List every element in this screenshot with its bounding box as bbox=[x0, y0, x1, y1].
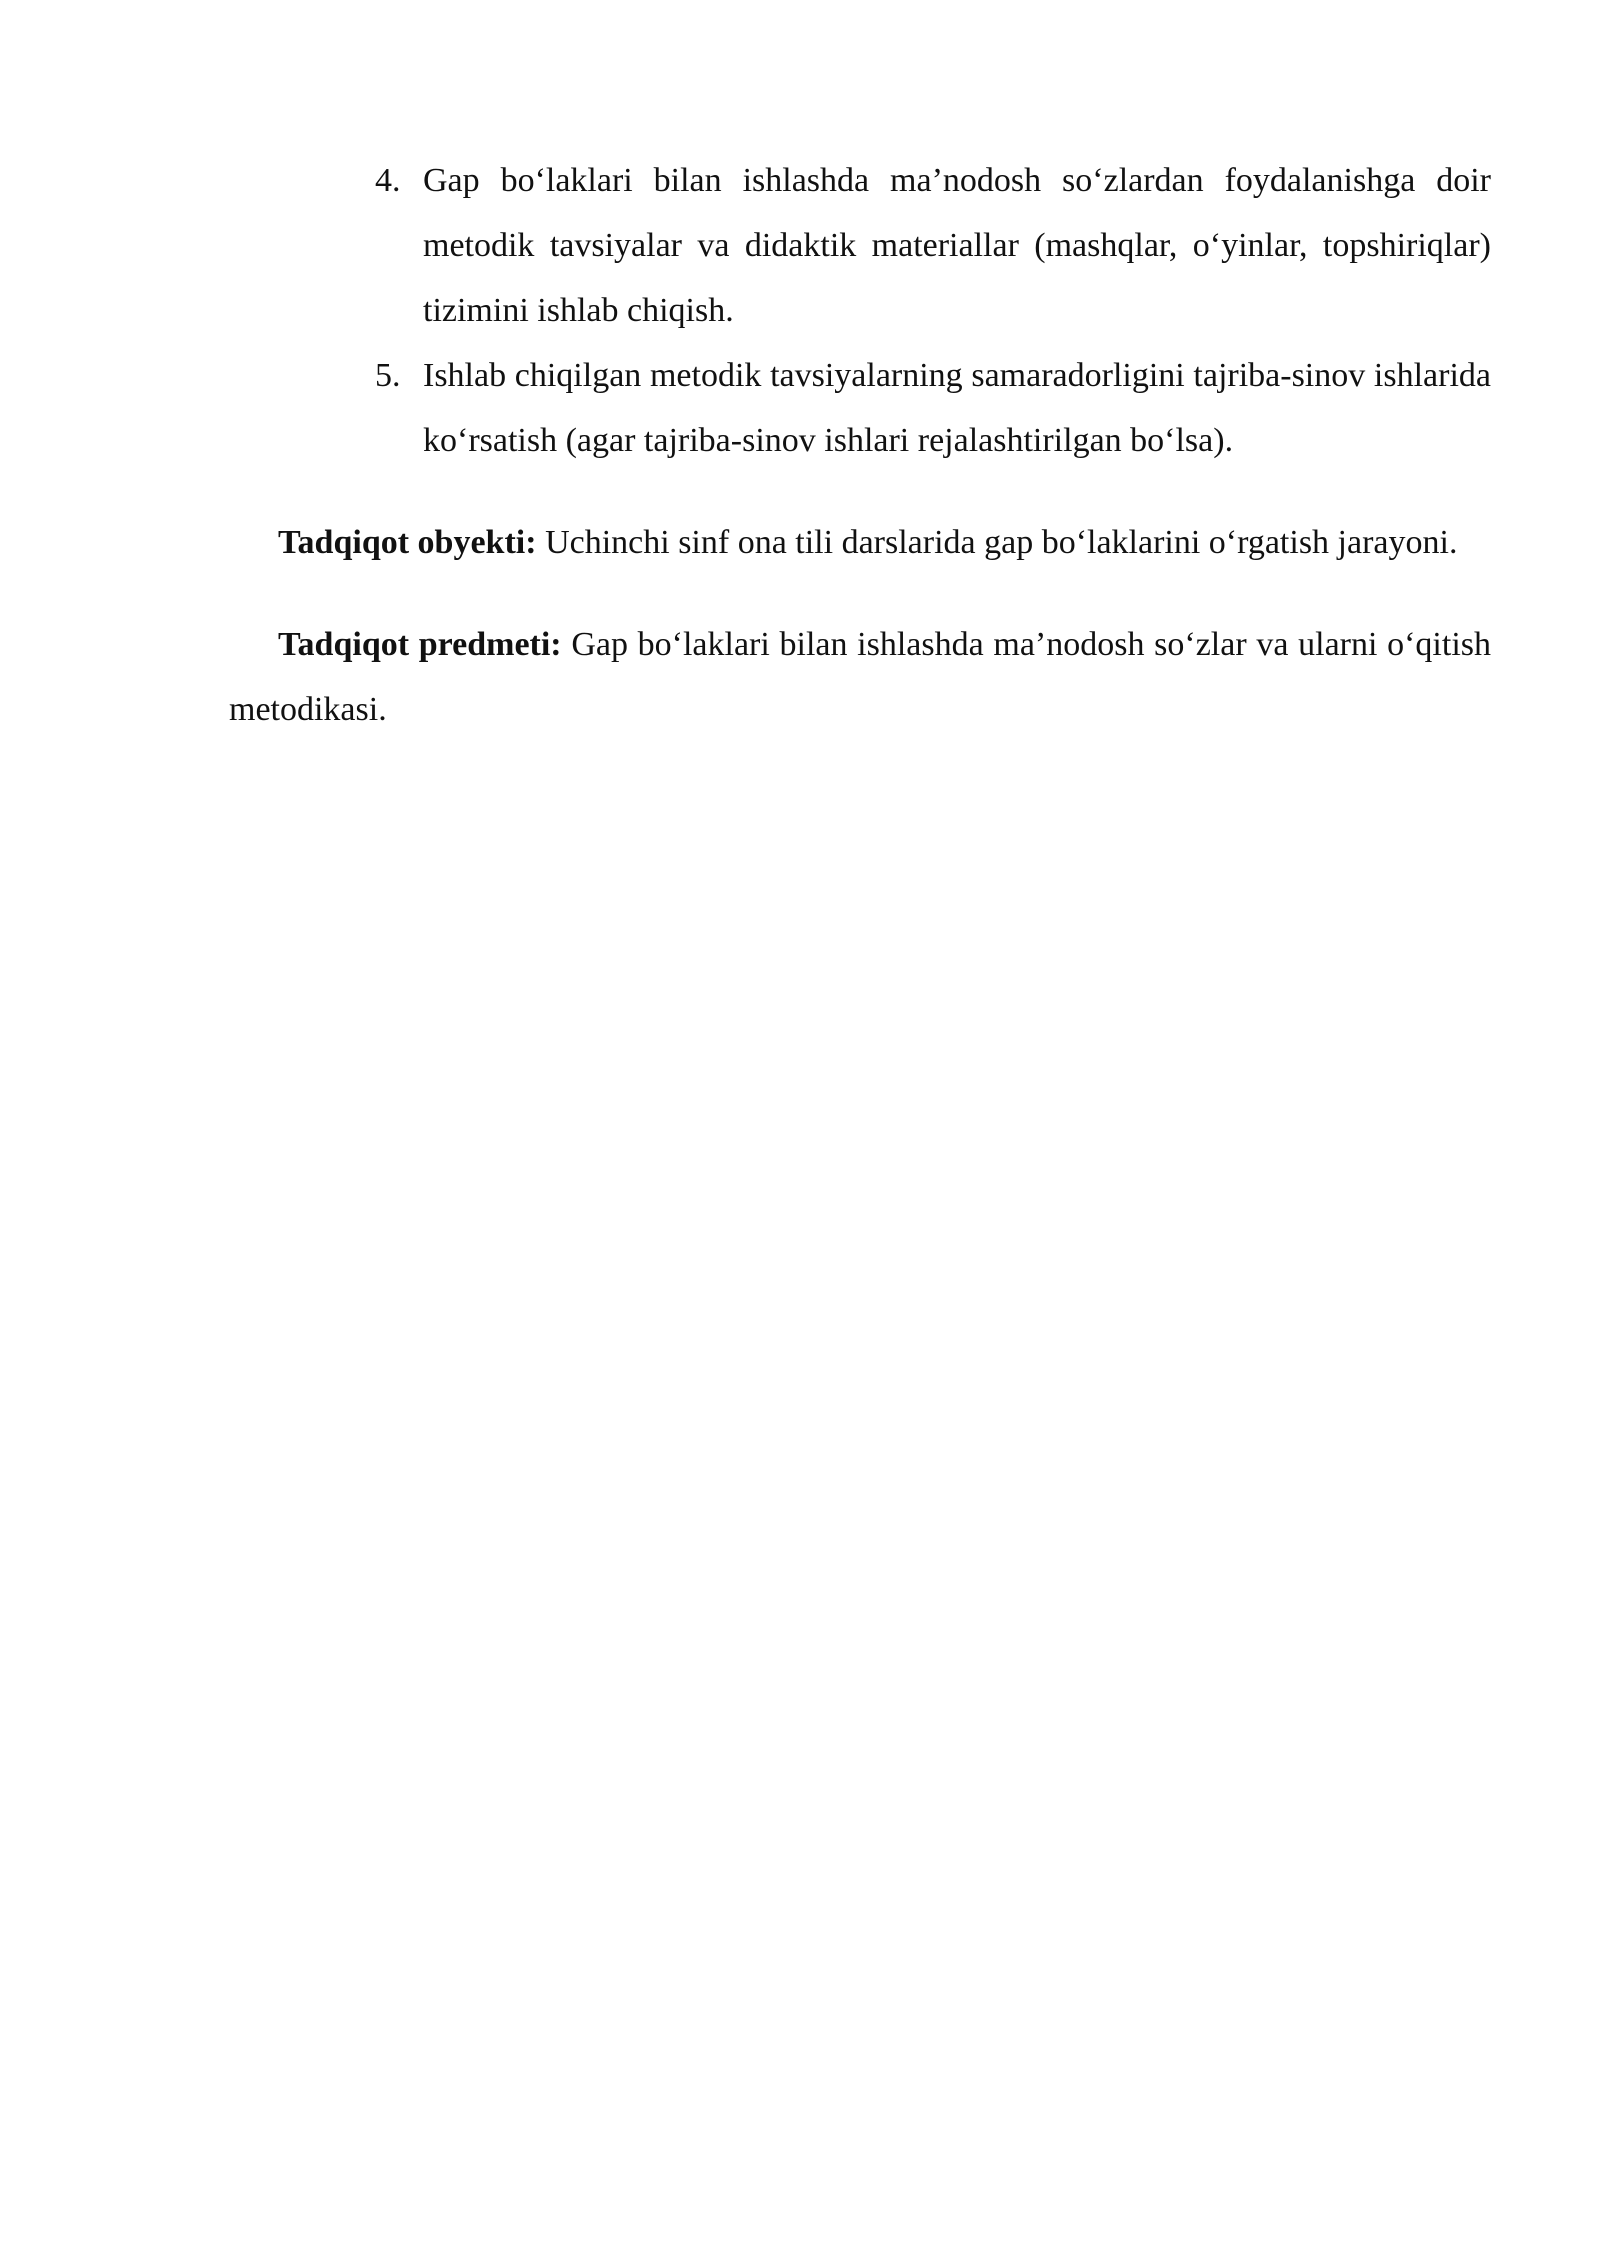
list-item-text: Ishlab chiqilgan metodik tavsiyalarning samaradorligini tajriba-sinov ishlarida ko‘rsatish (agar tajriba-sinov ishlari rejalashtirilgan bo‘lsa). bbox=[423, 357, 1491, 459]
list-item-text: Gap bo‘laklari bilan ishlashda ma’nodosh so‘zlardan foydalanishga doir metodik tavsiyalar va didaktik materiallar (mashqlar, o‘yinlar, topshiriqlar) tizimini ishlab chiqish. bbox=[423, 162, 1491, 329]
page-content bbox=[229, 148, 1491, 742]
list-item-number: 5. bbox=[375, 357, 401, 394]
research-object-label: Tadqiqot obyekti: bbox=[278, 524, 537, 561]
research-subject-paragraph bbox=[229, 612, 1491, 742]
research-subject-text: Gap bo‘laklari bilan ishlashda ma’nodosh so‘zlar va ularni o‘qitish metodikasi. bbox=[229, 626, 1491, 728]
list-item bbox=[229, 148, 1491, 343]
research-object-paragraph bbox=[229, 510, 1491, 575]
list-item-number: 4. bbox=[375, 162, 401, 199]
research-object-text: Uchinchi sinf ona tili darslarida gap bo‘laklarini o‘rgatish jarayoni. bbox=[536, 524, 1458, 561]
list-item bbox=[229, 343, 1491, 473]
research-subject-label: Tadqiqot predmeti: bbox=[278, 626, 562, 663]
task-list bbox=[229, 148, 1491, 473]
